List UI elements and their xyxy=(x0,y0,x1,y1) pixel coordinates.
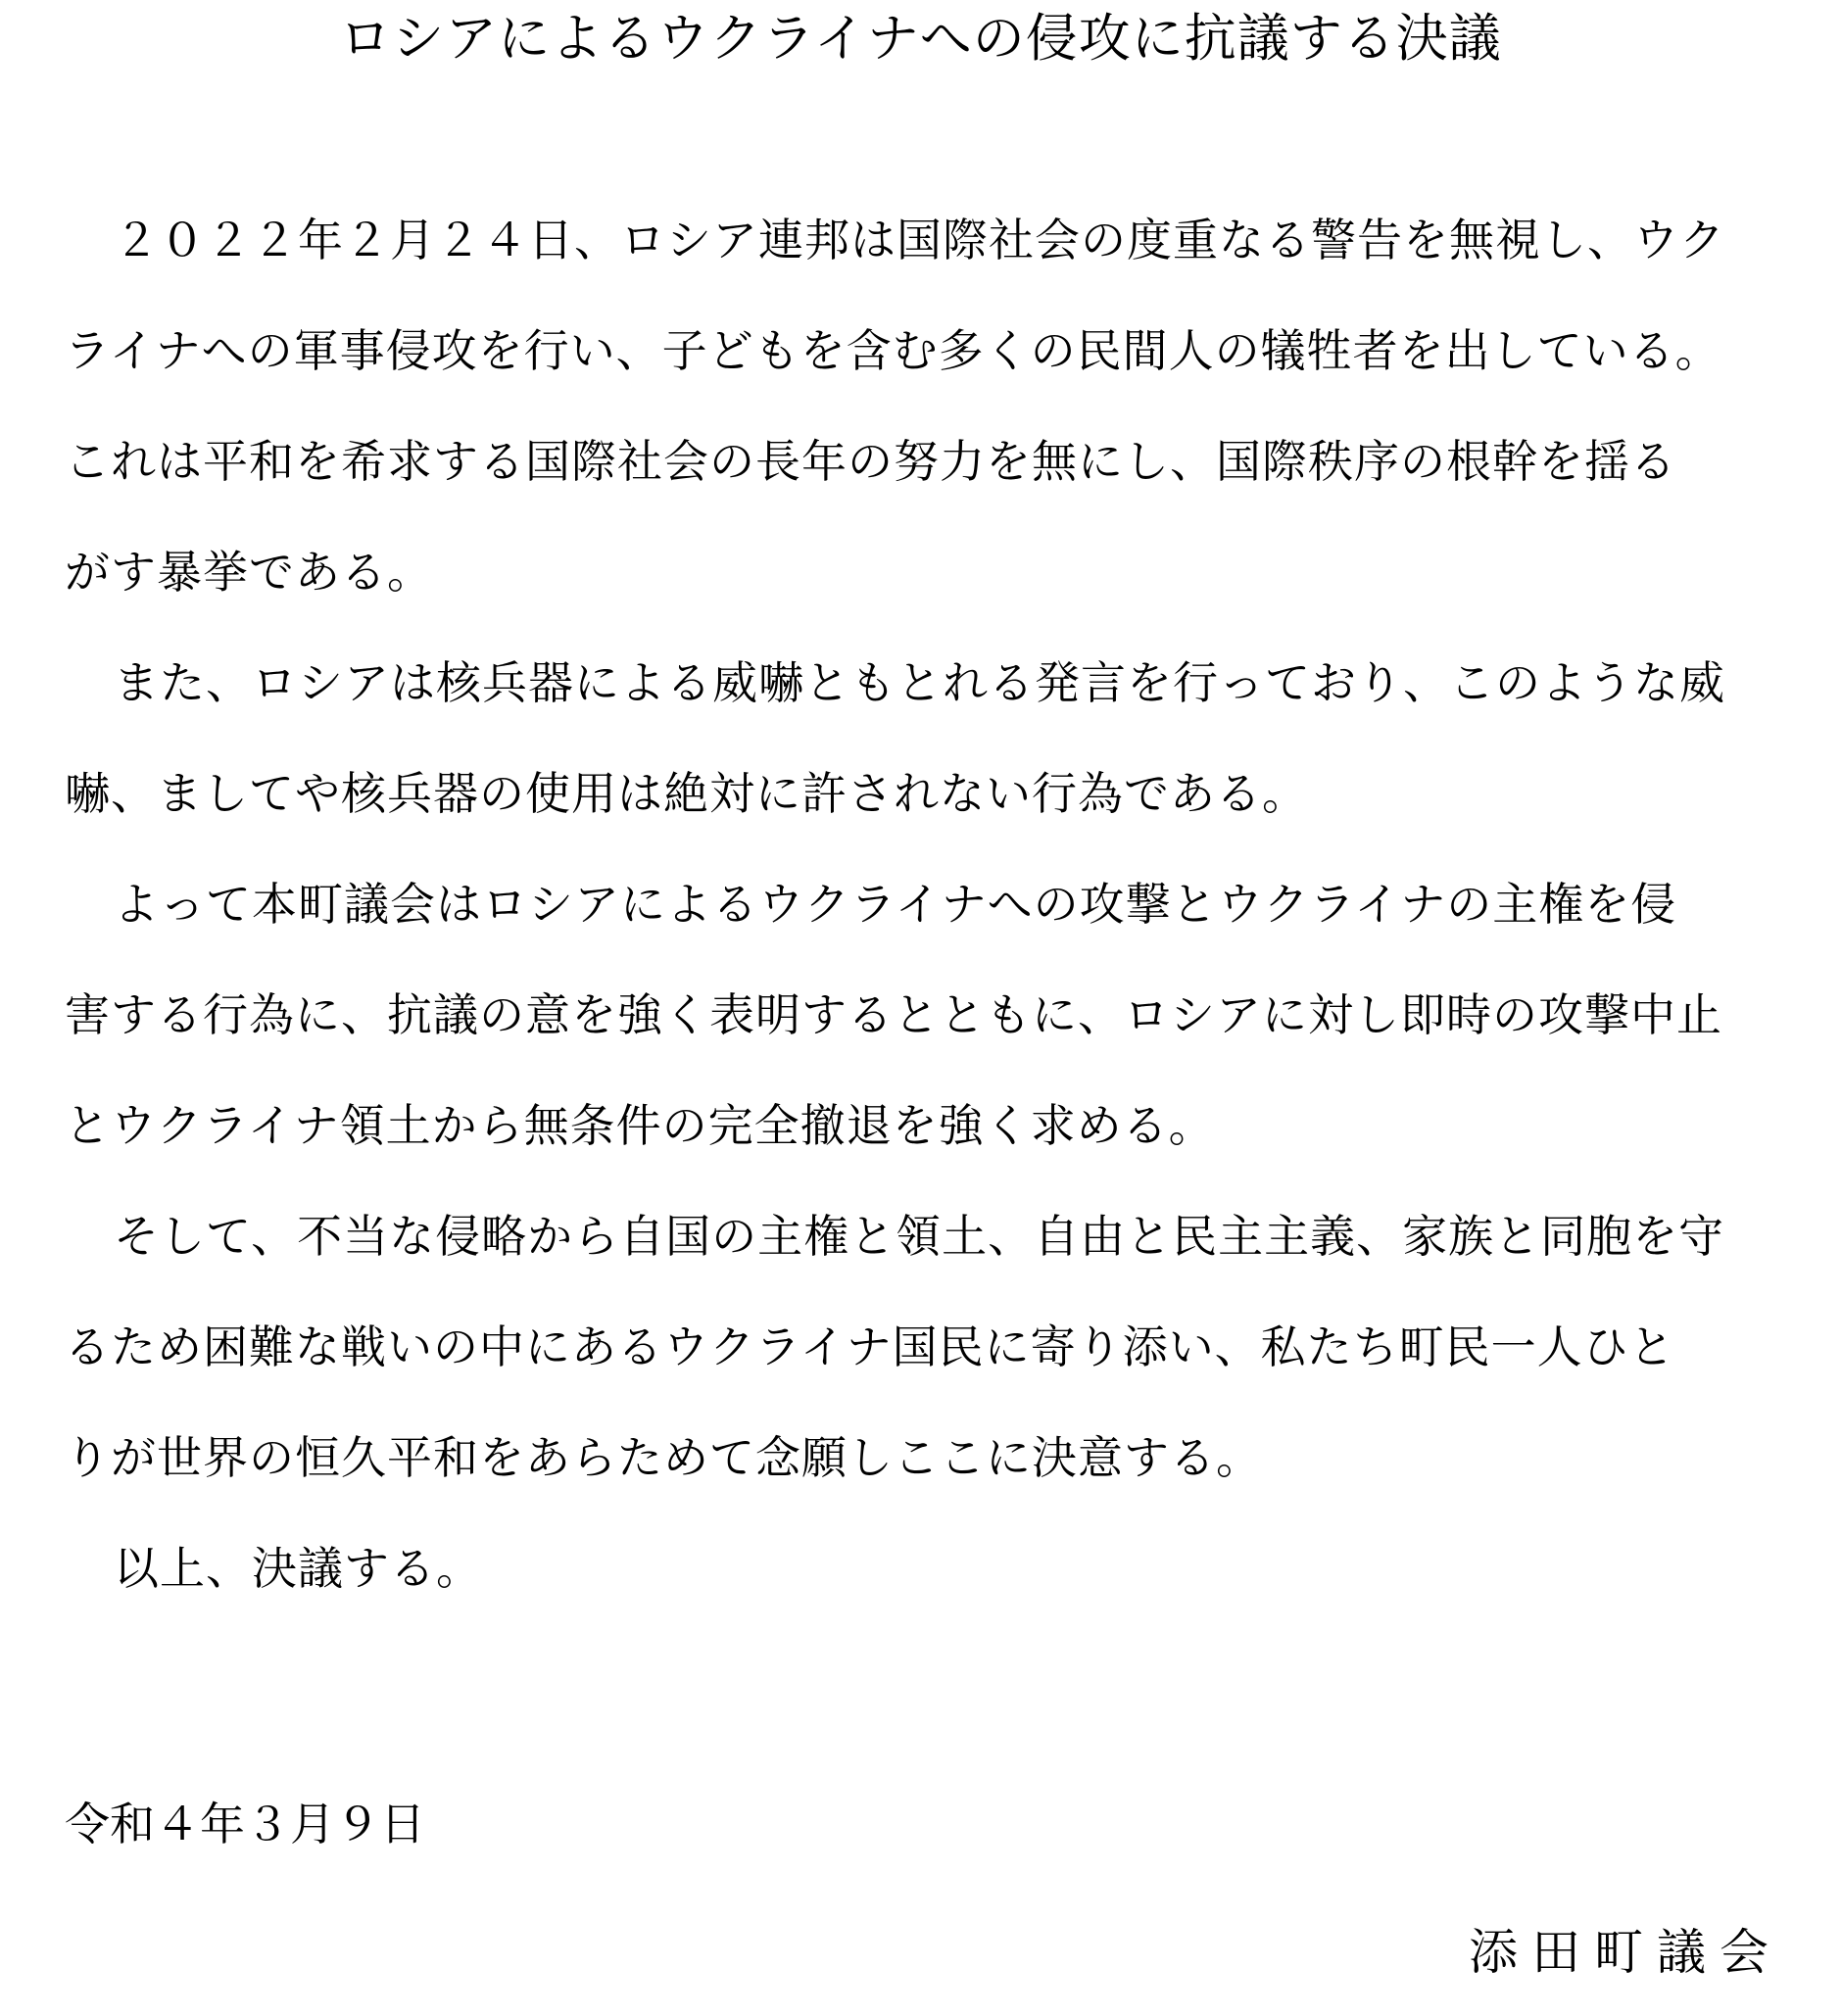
body-line-2: ライナへの軍事侵攻を行い、子どもを含む多くの民間人の犠牲者を出している。 xyxy=(65,324,1721,377)
body-line-12: りが世界の恒久平和をあらためて念願しここに決意する。 xyxy=(65,1431,1262,1484)
signature-council: 添田町議会 xyxy=(1469,1924,1782,1981)
document-title: ロシアによるウクライナへの侵攻に抗議する決議 xyxy=(339,9,1502,69)
resolution-body xyxy=(65,201,1779,1640)
resolution-date: 令和４年３月９日 xyxy=(65,1798,425,1850)
body-line-11: るため困難な戦いの中にあるウクライナ国民に寄り添い、私たち町民一人ひと xyxy=(65,1320,1675,1373)
body-line-4: がす暴挙である。 xyxy=(65,546,433,599)
body-line-3: これは平和を希求する国際社会の長年の努力を無にし、国際秩序の根幹を揺る xyxy=(65,435,1676,488)
body-line-8: 害する行為に、抗議の意を強く表明するとともに、ロシアに対し即時の攻撃中止 xyxy=(65,988,1722,1041)
body-line-9: とウクライナ領土から無条件の完全撤退を強く求める。 xyxy=(65,1099,1215,1152)
body-line-10: そして、不当な侵略から自国の主権と領土、自由と民主主義、家族と同胞を守 xyxy=(114,1210,1725,1263)
body-line-6: 嚇、ましてや核兵器の使用は絶対に許されない行為である。 xyxy=(65,767,1308,820)
body-line-1: ２０２２年２月２４日、ロシア連邦は国際社会の度重なる警告を無視し、ウク xyxy=(114,214,1725,266)
body-line-13: 以上、決議する。 xyxy=(114,1542,482,1595)
body-line-5: また、ロシアは核兵器による威嚇ともとれる発言を行っており、このような威 xyxy=(114,656,1725,709)
body-line-7: よって本町議会はロシアによるウクライナへの攻撃とウクライナの主権を侵 xyxy=(114,878,1677,931)
